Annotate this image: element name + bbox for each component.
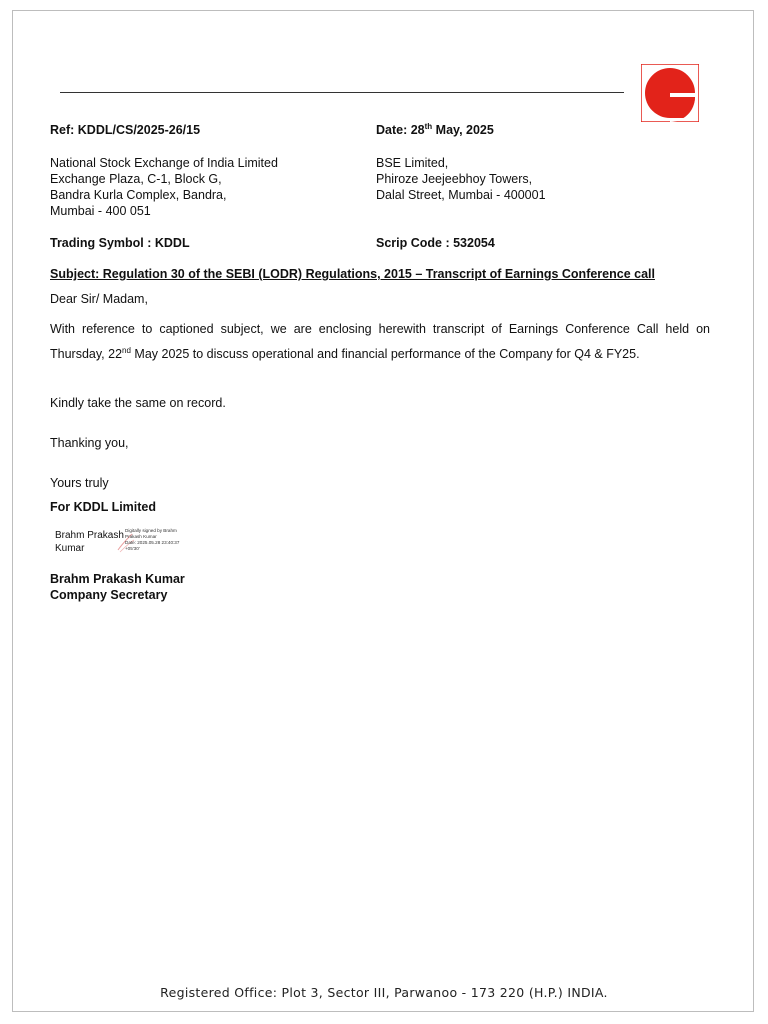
reference-number: Ref: KDDL/CS/2025-26/15	[50, 123, 201, 137]
scrip-code: Scrip Code : 532054	[376, 236, 495, 250]
registered-office-footer: Registered Office: Plot 3, Sector III, Parwanoo - 173 220 (H.P.) INDIA.	[160, 985, 608, 1000]
bse-address-line2: Phiroze Jeejeebhoy Towers,	[376, 172, 533, 186]
salutation: Dear Sir/ Madam,	[50, 292, 148, 306]
nse-address-line2: Exchange Plaza, C-1, Block G,	[50, 172, 222, 186]
bse-address-line1: BSE Limited,	[376, 156, 449, 170]
nse-address-line1: National Stock Exchange of India Limited	[50, 156, 278, 170]
digital-signature-name: Brahm Prakash Kumar	[55, 530, 124, 554]
kddl-logo-icon	[641, 64, 699, 122]
letter-date: Date: 28th May, 2025	[376, 121, 494, 137]
nse-address-line4: Mumbai - 400 051	[50, 204, 151, 218]
signatory-name: Brahm Prakash Kumar	[50, 572, 185, 586]
thanks-line: Thanking you,	[50, 436, 129, 450]
letter-subject: Subject: Regulation 30 of the SEBI (LODR) Regulations, 2015 – Transcript of Earnings Conference call	[50, 267, 655, 281]
header-rule	[60, 92, 624, 93]
trading-symbol: Trading Symbol : KDDL	[50, 236, 190, 250]
bse-address-line3: Dalal Street, Mumbai - 400001	[376, 188, 546, 202]
record-request: Kindly take the same on record.	[50, 396, 226, 410]
digital-signature-details: Digitally signed by Brahm Prakash Kumar Date: 2025.05.28 23:40:37 +05'30'	[125, 528, 180, 551]
body-paragraph: With reference to captioned subject, we are enclosing herewith transcript of Earnings Conference Call held on Thursday, 22nd May 2025 to discuss operational and financial performance of the Company for Q4 & FY25.	[50, 322, 710, 361]
closing-line: Yours truly	[50, 476, 109, 490]
nse-address-line3: Bandra Kurla Complex, Bandra,	[50, 188, 227, 202]
signatory-title: Company Secretary	[50, 588, 168, 602]
company-line: For KDDL Limited	[50, 500, 157, 514]
